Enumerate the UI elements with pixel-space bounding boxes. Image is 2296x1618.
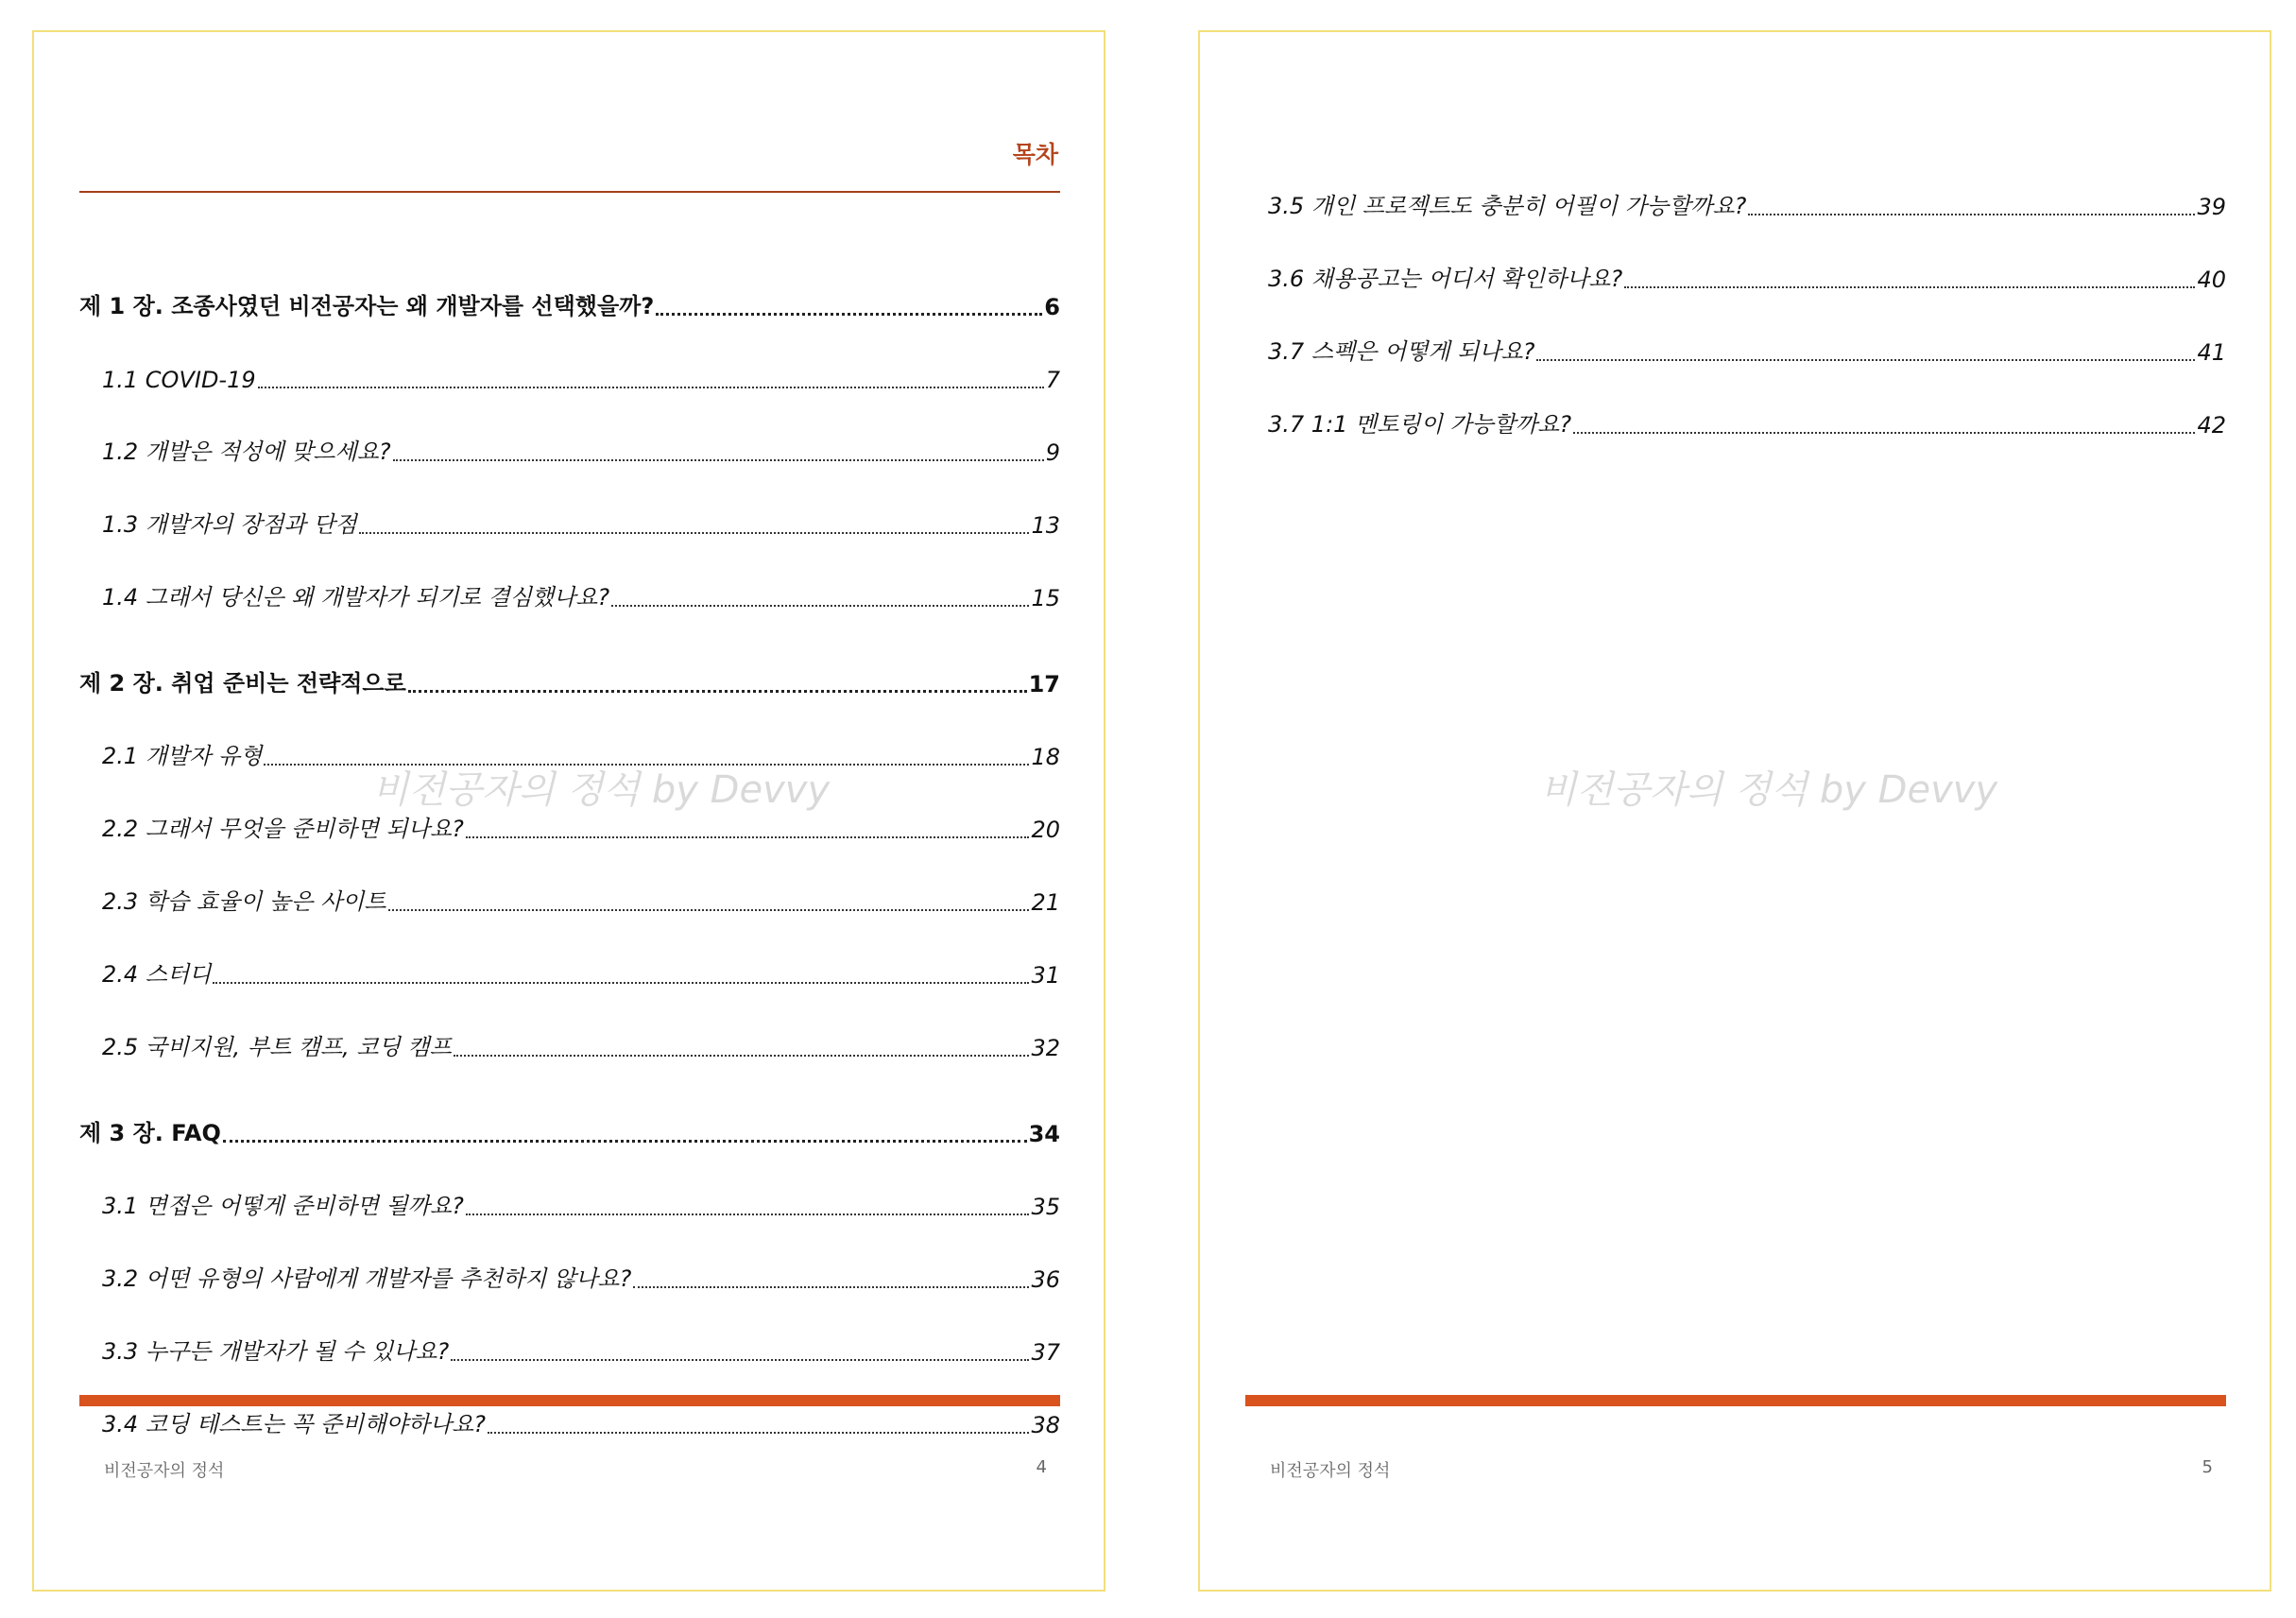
toc-section-entry[interactable] <box>79 1381 1060 1454</box>
toc-entry-page: 21 <box>1031 889 1060 916</box>
toc-entry-page: 34 <box>1028 1121 1060 1147</box>
toc-section-entry[interactable] <box>79 1235 1060 1308</box>
title-divider <box>79 191 1060 193</box>
dot-leader <box>359 532 1030 534</box>
toc-section-entry[interactable] <box>79 336 1060 408</box>
footer-book-title: 비전공자의 정석 <box>1270 1461 1391 1481</box>
toc-section-entry[interactable] <box>79 1162 1060 1235</box>
dot-leader <box>488 1432 1029 1434</box>
toc-entry-page: 39 <box>2197 194 2226 220</box>
toc-list <box>1245 163 2226 454</box>
toc-section-entry[interactable] <box>79 408 1060 481</box>
dot-leader <box>466 836 1030 838</box>
toc-list <box>79 250 1060 1454</box>
toc-entry-label: 1.3 개발자의 장점과 단점 <box>102 511 357 538</box>
toc-entry-page: 32 <box>1031 1035 1060 1061</box>
toc-entry-label: 3.1 면접은 어떻게 준비하면 될까요? <box>102 1193 464 1219</box>
toc-entry-page: 35 <box>1031 1194 1060 1220</box>
toc-entry-label: 제 1 장. 조종사였던 비전공자는 왜 개발자를 선택했을까? <box>79 293 655 319</box>
toc-entry-page: 20 <box>1031 817 1060 843</box>
toc-section-entry[interactable] <box>79 554 1060 627</box>
toc-entry-label: 제 3 장. FAQ <box>79 1120 221 1146</box>
dot-leader <box>656 313 1042 316</box>
footer-divider <box>79 1395 1060 1406</box>
toc-entry-label: 1.4 그래서 당신은 왜 개발자가 되기로 결심했나요? <box>102 584 610 611</box>
dot-leader <box>393 459 1044 461</box>
toc-entry-page: 17 <box>1028 671 1060 697</box>
toc-section-entry[interactable] <box>79 931 1060 1004</box>
toc-entry-label: 제 2 장. 취업 준비는 전략적으로 <box>79 670 406 697</box>
dot-leader <box>213 982 1029 984</box>
toc-section-entry[interactable] <box>1245 308 2226 381</box>
toc-entry-page: 36 <box>1031 1266 1060 1293</box>
toc-entry-label: 1.2 개발은 적성에 맞으세요? <box>102 439 391 465</box>
dot-leader <box>1536 359 2195 361</box>
toc-entry-label: 3.2 어떤 유형의 사람에게 개발자를 추천하지 않나요? <box>102 1265 632 1292</box>
toc-section-entry[interactable] <box>1245 235 2226 308</box>
dot-leader <box>408 690 1027 693</box>
footer-divider <box>1245 1395 2226 1406</box>
toc-entry-label: 2.1 개발자 유형 <box>102 743 263 769</box>
page-left <box>32 30 1105 1592</box>
toc-entry-page: 41 <box>2197 339 2226 366</box>
toc-section-entry[interactable] <box>79 1004 1060 1076</box>
dot-leader <box>258 387 1044 388</box>
page-right <box>1198 30 2271 1592</box>
toc-entry-label: 3.7 1:1 멘토링이 가능할까요? <box>1268 411 1572 438</box>
toc-entry-page: 15 <box>1031 585 1060 611</box>
toc-entry-page: 31 <box>1031 962 1060 989</box>
toc-entry-label: 3.3 누구든 개발자가 될 수 있나요? <box>102 1338 450 1365</box>
toc-section-entry[interactable] <box>79 481 1060 554</box>
footer-page-number: 4 <box>1036 1457 1047 1477</box>
toc-entry-label: 3.4 코딩 테스트는 꼭 준비해야하나요? <box>102 1411 486 1437</box>
dot-leader <box>451 1359 1029 1361</box>
footer-page-number: 5 <box>2202 1457 2213 1477</box>
dot-leader <box>454 1055 1030 1057</box>
toc-section-entry[interactable] <box>79 858 1060 931</box>
watermark: 비전공자의 정석 by Devvy <box>372 768 831 812</box>
toc-entry-label: 2.4 스터디 <box>102 961 212 988</box>
toc-entry-page: 7 <box>1045 367 1060 393</box>
dot-leader <box>1573 432 2195 434</box>
toc-chapter-entry[interactable] <box>79 627 1060 713</box>
toc-entry-label: 2.3 학습 효율이 높은 사이트 <box>102 888 386 915</box>
toc-section-entry[interactable] <box>1245 163 2226 235</box>
toc-entry-label: 3.7 스펙은 어떻게 되나요? <box>1268 338 1535 365</box>
toc-entry-page: 6 <box>1044 294 1060 320</box>
footer-book-title: 비전공자의 정석 <box>104 1461 225 1481</box>
dot-leader <box>1624 286 2195 288</box>
toc-section-entry[interactable] <box>79 1308 1060 1381</box>
toc-entry-label: 3.6 채용공고는 어디서 확인하나요? <box>1268 266 1623 292</box>
toc-entry-label: 2.5 국비지원, 부트 캠프, 코딩 캠프 <box>102 1034 452 1060</box>
toc-entry-page: 9 <box>1045 439 1060 466</box>
toc-entry-page: 38 <box>1031 1412 1060 1438</box>
toc-entry-label: 1.1 COVID-19 <box>102 367 256 393</box>
toc-entry-page: 37 <box>1031 1339 1060 1366</box>
dot-leader <box>223 1140 1027 1143</box>
dot-leader <box>466 1214 1030 1215</box>
toc-entry-page: 13 <box>1031 512 1060 539</box>
toc-entry-page: 42 <box>2197 412 2226 439</box>
dot-leader <box>388 909 1030 911</box>
toc-section-entry[interactable] <box>1245 381 2226 454</box>
toc-entry-label: 3.5 개인 프로젝트도 충분히 어필이 가능할까요? <box>1268 193 1747 219</box>
toc-chapter-entry[interactable] <box>79 1076 1060 1162</box>
dot-leader <box>633 1286 1029 1288</box>
dot-leader <box>611 605 1029 607</box>
watermark: 비전공자의 정석 by Devvy <box>1540 768 1998 812</box>
dot-leader <box>1748 214 2195 215</box>
toc-entry-label: 2.2 그래서 무엇을 준비하면 되나요? <box>102 816 464 842</box>
toc-entry-page: 18 <box>1031 744 1060 770</box>
toc-chapter-entry[interactable] <box>79 250 1060 336</box>
page-title: 목차 <box>1012 141 1058 168</box>
toc-entry-page: 40 <box>2197 267 2226 293</box>
